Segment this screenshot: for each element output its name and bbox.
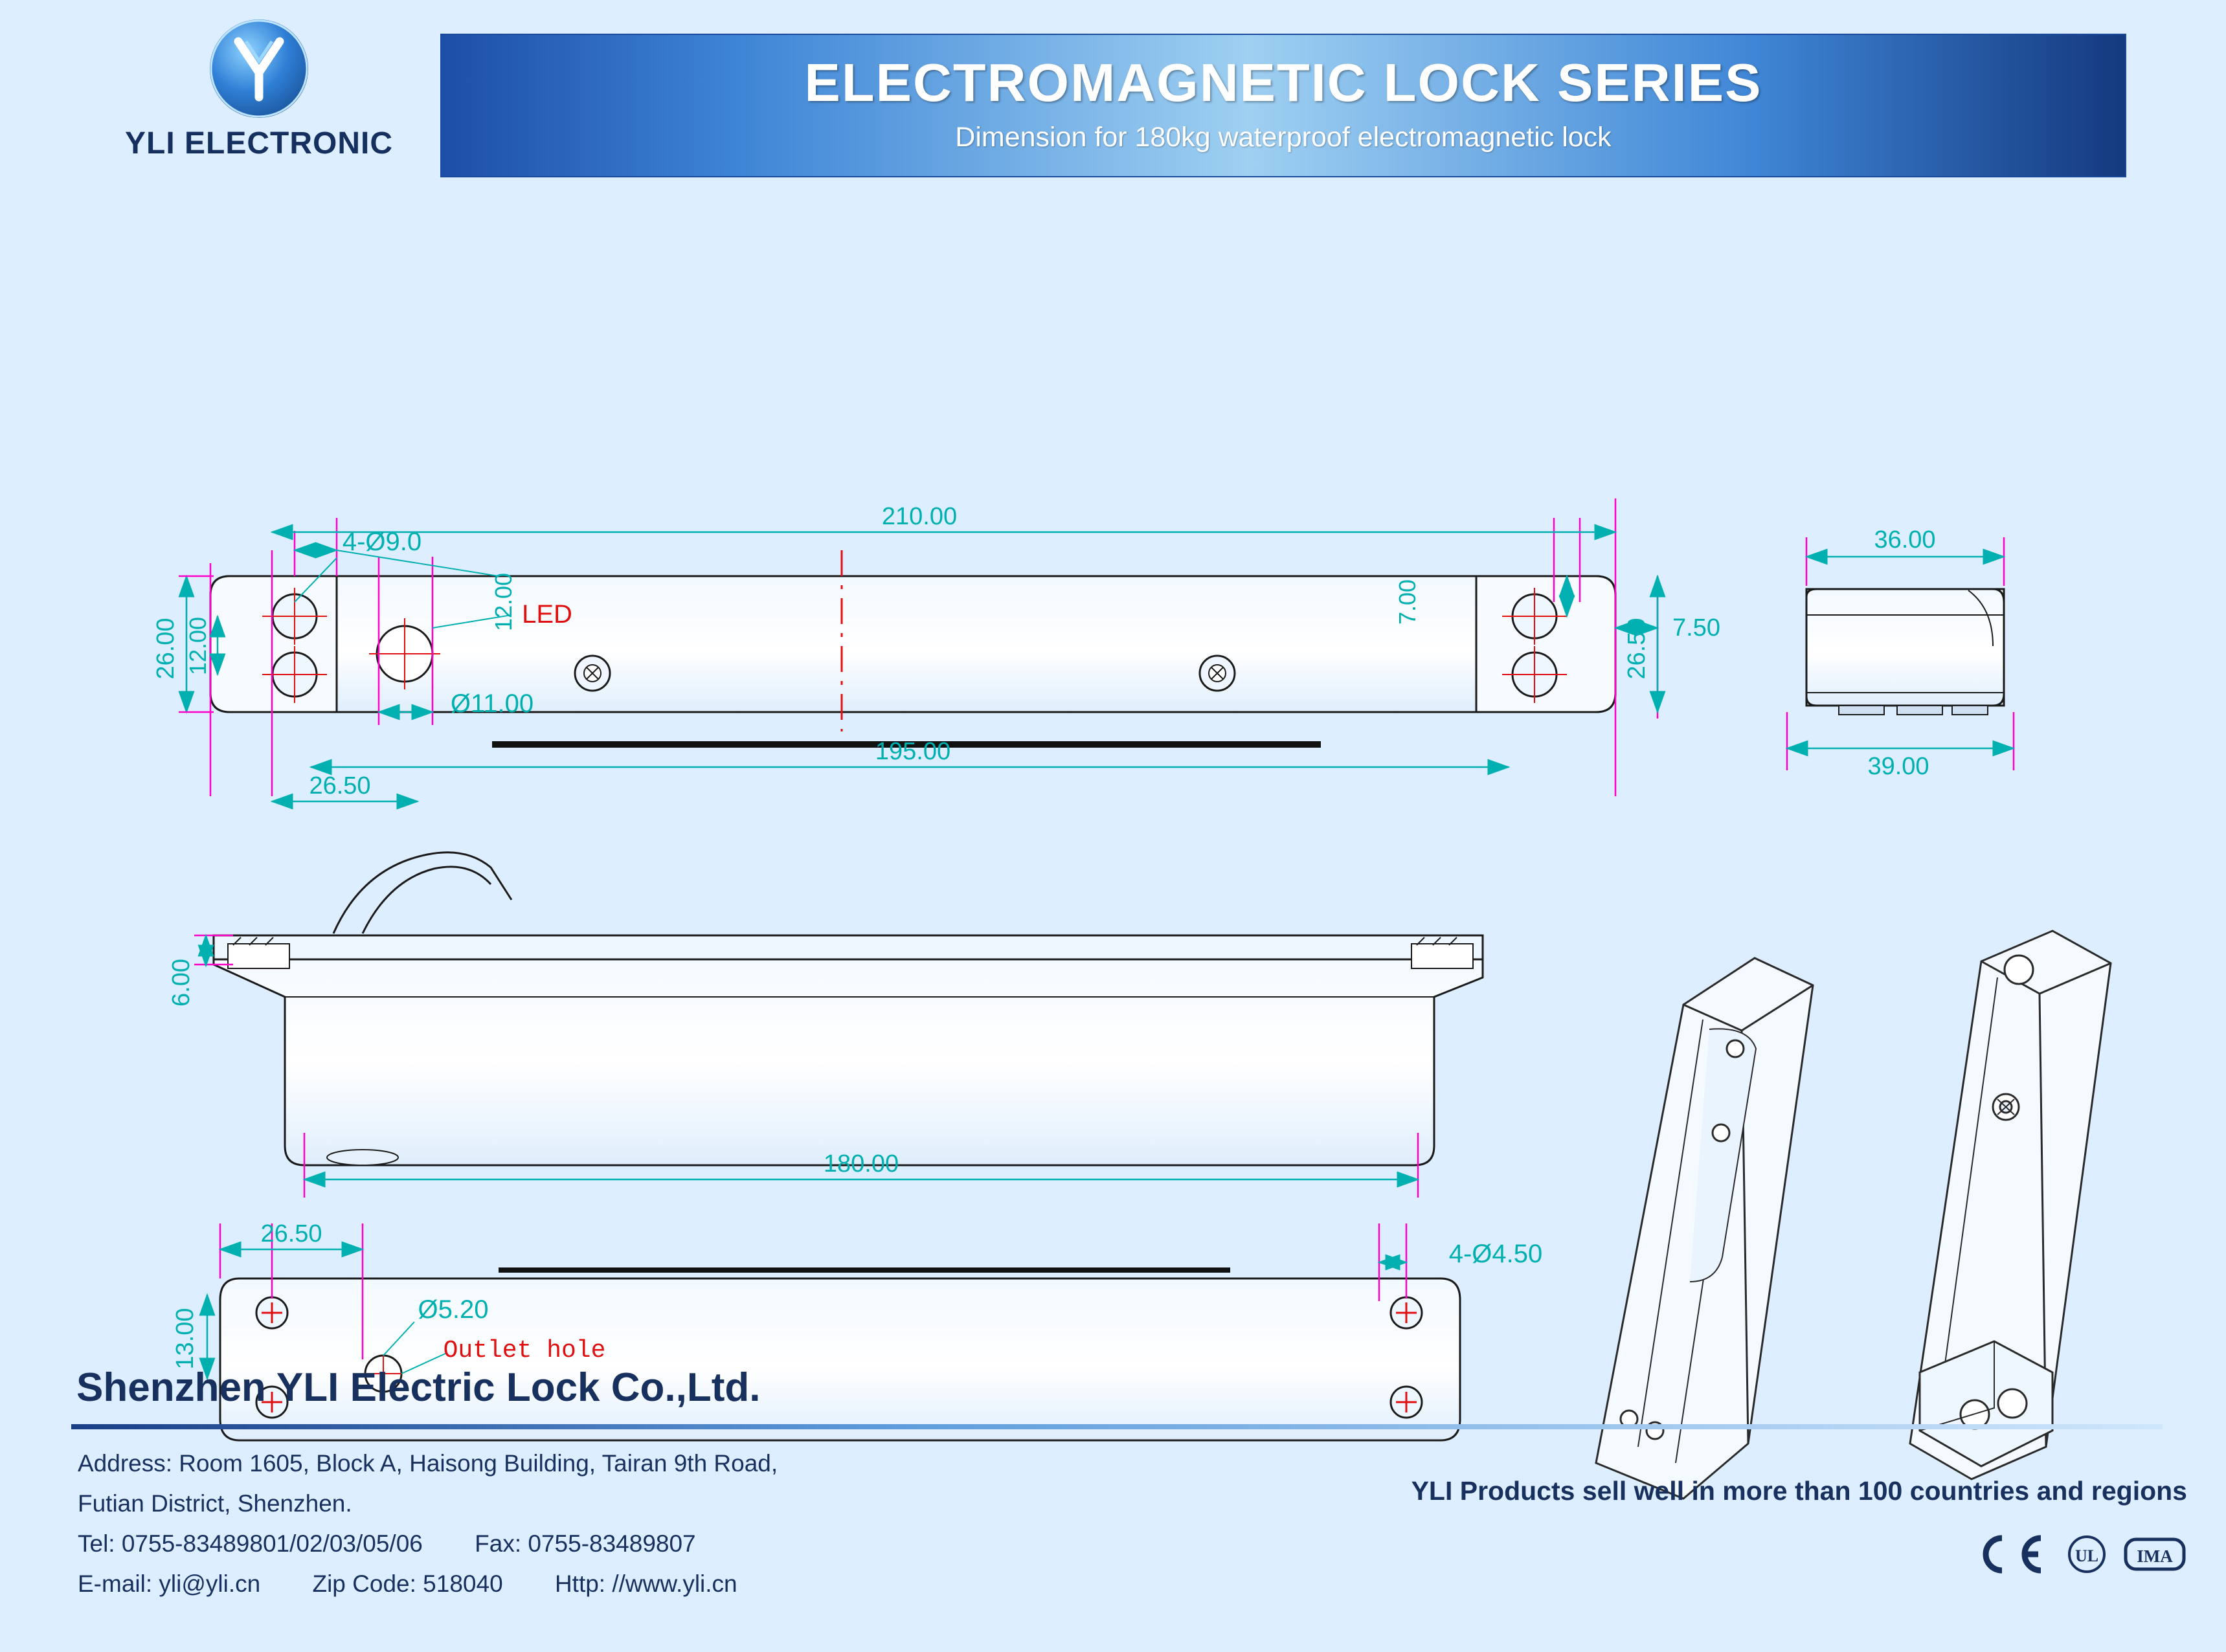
- yli-circle-logo-icon: [210, 19, 308, 118]
- ce-mark-icon: [1973, 1534, 2050, 1574]
- dim-6-00: [168, 935, 206, 1007]
- page-subtitle: Dimension for 180kg waterproof electromagnetic lock: [955, 122, 1612, 153]
- dim-195-label: 195.00: [875, 738, 951, 765]
- svg-text:IMA: IMA: [2137, 1546, 2173, 1566]
- end-view-group: [1787, 526, 2014, 780]
- certification-marks: [1973, 1534, 2186, 1574]
- callout-4-d4-50-label: 4-Ø4.50: [1448, 1240, 1543, 1268]
- svg-text:UL: UL: [2074, 1546, 2099, 1565]
- callout-4-d4-50: [1379, 1240, 1542, 1268]
- dim-7-00-label: 7.00: [1394, 579, 1421, 625]
- page-footer: [0, 1340, 2226, 1652]
- company-name: Shenzhen YLI Electric Lock Co.,Ltd.: [76, 1365, 761, 1410]
- email[interactable]: E-mail: yli@yli.cn: [78, 1570, 261, 1597]
- dim-26-50-right: [1623, 576, 1658, 712]
- logo-y-glyph-icon: [210, 19, 308, 118]
- footer-divider: [71, 1424, 2163, 1429]
- side-view-group: [168, 853, 1483, 1198]
- title-banner: [440, 34, 2126, 177]
- dim-36-00-label: 36.00: [1874, 526, 1936, 553]
- website[interactable]: Http: //www.yli.cn: [554, 1570, 737, 1597]
- callout-d5-20-label: Ø5.20: [418, 1295, 489, 1324]
- dim-26-00-label: 26.00: [152, 618, 179, 680]
- technical-drawing: [0, 214, 2226, 1370]
- fax: Fax: 0755-83489807: [475, 1530, 696, 1557]
- dim-39-00: [1787, 748, 2014, 780]
- dim-39-00-label: 39.00: [1867, 753, 1929, 780]
- dim-13-00-label: 13.00: [172, 1308, 199, 1370]
- note-outlet-hole-label: Outlet hole: [443, 1337, 606, 1365]
- dim-36-00: [1806, 526, 2004, 557]
- dim-26-50-left: [272, 772, 418, 801]
- dim-26-50-left-label: 26.50: [309, 772, 371, 799]
- dim-26-50-bottom-label: 26.50: [260, 1220, 322, 1247]
- brand-name: YLI ELECTRONIC: [124, 126, 393, 161]
- page-header: [0, 0, 2226, 214]
- address-line-2: Futian District, Shenzhen.: [78, 1490, 352, 1517]
- telephone: Tel: 0755-83489801/02/03/05/06: [78, 1530, 423, 1557]
- dim-12-00-top-label: 12.00: [490, 572, 517, 632]
- dim-180-00-label: 180.00: [823, 1150, 899, 1178]
- dim-26-50-right-label: 26.50: [1623, 618, 1650, 680]
- page-title: ELECTROMAGNETIC LOCK SERIES: [804, 52, 1762, 113]
- ima-mark-icon: [2124, 1534, 2186, 1574]
- dim-210-label: 210.00: [881, 503, 958, 530]
- address-line-1: Address: Room 1605, Block A, Haisong Building, Tairan 9th Road,: [78, 1450, 778, 1477]
- marketing-slogan: YLI Products sell well in more than 100 countries and regions: [1411, 1476, 2187, 1506]
- dim-26-50-bottom: [220, 1220, 363, 1249]
- zip-code: Zip Code: 518040: [312, 1570, 503, 1597]
- top-view-group: [152, 498, 1720, 801]
- dim-6-00-label: 6.00: [168, 959, 195, 1007]
- contact-block: [78, 1444, 778, 1604]
- dim-12-00-left-label: 12.00: [185, 616, 211, 676]
- note-led-label: LED: [522, 600, 572, 629]
- ul-mark-icon: [2067, 1534, 2107, 1574]
- dim-210: [272, 503, 1615, 532]
- callout-d11-label: Ø11.00: [450, 689, 534, 718]
- brand-logo: [104, 19, 414, 201]
- callout-4-d9-label: 4-Ø9.0: [342, 528, 422, 556]
- dim-195: [311, 738, 1509, 767]
- dim-7-50-label: 7.50: [1672, 614, 1720, 642]
